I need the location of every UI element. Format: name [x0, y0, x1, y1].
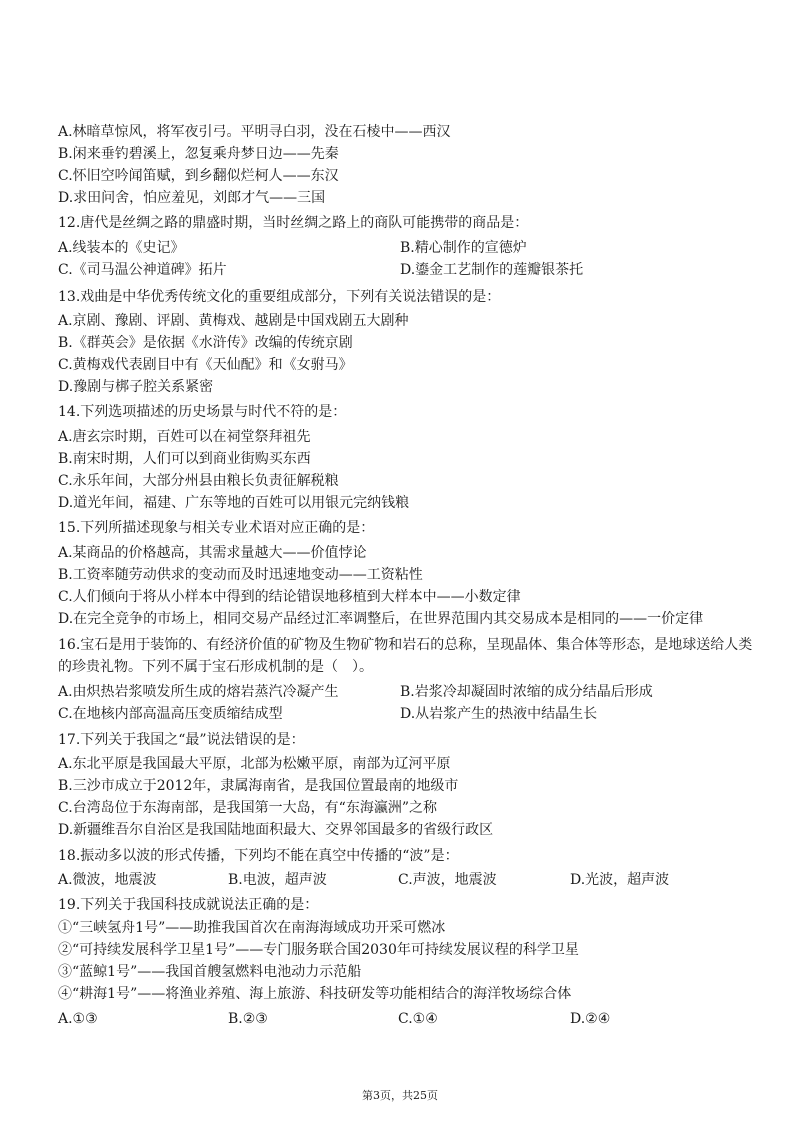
q18-stem: 18.振动多以波的形式传播，下列均不能在真空中传播的“波”是：: [58, 848, 459, 864]
q12-option-a: A.线装本的《史记》: [58, 240, 185, 256]
q14-option-b: B.南宋时期，人们可以到商业街购买东西: [58, 451, 311, 467]
q11-option-a: A.林暗草惊风，将军夜引弓。平明寻白羽，没在石棱中——西汉: [58, 124, 451, 140]
q18-option-b: B.电波，超声波: [228, 872, 327, 888]
q19-item-1: ①“三峡氢舟1号”——助推我国首次在南海海域成功开采可燃冰: [58, 920, 446, 936]
q13-option-c: C.黄梅戏代表剧目中有《天仙配》和《女驸马》: [58, 357, 353, 373]
q17-option-a: A.东北平原是我国最大平原，北部为松嫩平原，南部为辽河平原: [58, 756, 451, 772]
q16-option-d: D.从岩浆产生的热液中结晶生长: [400, 706, 598, 722]
q17-option-b: B.三沙市成立于2012年，隶属海南省，是我国位置最南的地级市: [58, 778, 459, 794]
q11-option-c: C.怀旧空吟闻笛赋，到乡翻似烂柯人——东汉: [58, 168, 339, 184]
q17-option-c: C.台湾岛位于东海南部，是我国第一大岛，有“东海瀛洲”之称: [58, 800, 437, 816]
q16-option-c: C.在地核内部高温高压变质缩结成型: [58, 706, 283, 722]
q19-option-b: B.②③: [228, 1011, 268, 1027]
q19-stem: 19.下列关于我国科技成就说法正确的是：: [58, 897, 319, 913]
q14-option-a: A.唐玄宗时期，百姓可以在祠堂祭拜祖先: [58, 429, 311, 445]
q17-option-d: D.新疆维吾尔自治区是我国陆地面积最大、交界邻国最多的省级行政区: [58, 822, 494, 838]
page-number: 第3页，共25页: [362, 1089, 438, 1102]
q18-option-d: D.光波，超声波: [570, 872, 670, 888]
q12-option-d: D.鎏金工艺制作的莲瓣银茶托: [400, 262, 584, 278]
q11-option-b: B.闲来垂钓碧溪上，忽复乘舟梦日边——先秦: [58, 146, 339, 162]
q12-option-c: C.《司马温公神道碑》拓片: [58, 262, 227, 278]
q16-stem-line-1: 16.宝石是用于装饰的、有经济价值的矿物及生物矿物和岩石的总称，呈现晶体、集合体等形态，是地球送给人类: [58, 637, 753, 653]
q13-option-b: B.《群英会》是依据《水浒传》改编的传统京剧: [58, 335, 353, 351]
q16-option-a: A.由炽热岩浆喷发所生成的熔岩蒸汽冷凝产生: [58, 684, 339, 700]
q15-option-b: B.工资率随劳动供求的变动而及时迅速地变动——工资粘性: [58, 567, 423, 583]
q11-option-d: D.求田问舍，怕应羞见，刘郎才气——三国: [58, 190, 326, 206]
q19-item-2: ②“可持续发展科学卫星1号”——专门服务联合国2030年可持续发展议程的科学卫星: [58, 942, 579, 958]
q15-option-c: C.人们倾向于将从小样本中得到的结论错误地移植到大样本中——小数定律: [58, 589, 521, 605]
q16-stem-line-2: 的珍贵礼物。下列不属于宝石形成机制的是（ ）。: [58, 659, 373, 675]
q13-stem: 13.戏曲是中华优秀传统文化的重要组成部分，下列有关说法错误的是：: [58, 289, 501, 305]
q13-option-a: A.京剧、豫剧、评剧、黄梅戏、越剧是中国戏剧五大剧种: [58, 313, 409, 329]
q18-option-c: C.声波，地震波: [398, 872, 497, 888]
q13-option-d: D.豫剧与梆子腔关系紧密: [58, 379, 214, 395]
q18-option-a: A.微波，地震波: [58, 872, 157, 888]
q15-stem: 15.下列所描述现象与相关专业术语对应正确的是：: [58, 520, 375, 536]
q14-stem: 14.下列选项描述的历史场景与时代不符的是：: [58, 404, 347, 420]
q12-stem: 12.唐代是丝绸之路的鼎盛时期，当时丝绸之路上的商队可能携带的商品是：: [58, 215, 529, 231]
q16-option-b: B.岩浆冷却凝固时浓缩的成分结晶后形成: [400, 684, 653, 700]
q19-option-d: D.②④: [570, 1011, 611, 1027]
q15-option-d: D.在完全竞争的市场上，相同交易产品经过汇率调整后，在世界范围内其交易成本是相同的——一价定律: [58, 611, 704, 627]
q17-stem: 17.下列关于我国之“最”说法错误的是：: [58, 732, 305, 748]
q14-option-c: C.永乐年间，大部分州县由粮长负责征解税粮: [58, 473, 339, 489]
q19-item-3: ③“蓝鲸1号”——我国首艘氢燃料电池动力示范船: [58, 964, 362, 980]
q19-option-a: A.①③: [58, 1011, 98, 1027]
q14-option-d: D.道光年间，福建、广东等地的百姓可以用银元完纳钱粮: [58, 495, 410, 511]
q12-option-b: B.精心制作的宣德炉: [400, 240, 527, 256]
q19-option-c: C.①④: [398, 1011, 438, 1027]
q15-option-a: A.某商品的价格越高，其需求量越大——价值悖论: [58, 545, 367, 561]
q19-item-4: ④“耕海1号”——将渔业养殖、海上旅游、科技研发等功能相结合的海洋牧场综合体: [58, 986, 572, 1002]
